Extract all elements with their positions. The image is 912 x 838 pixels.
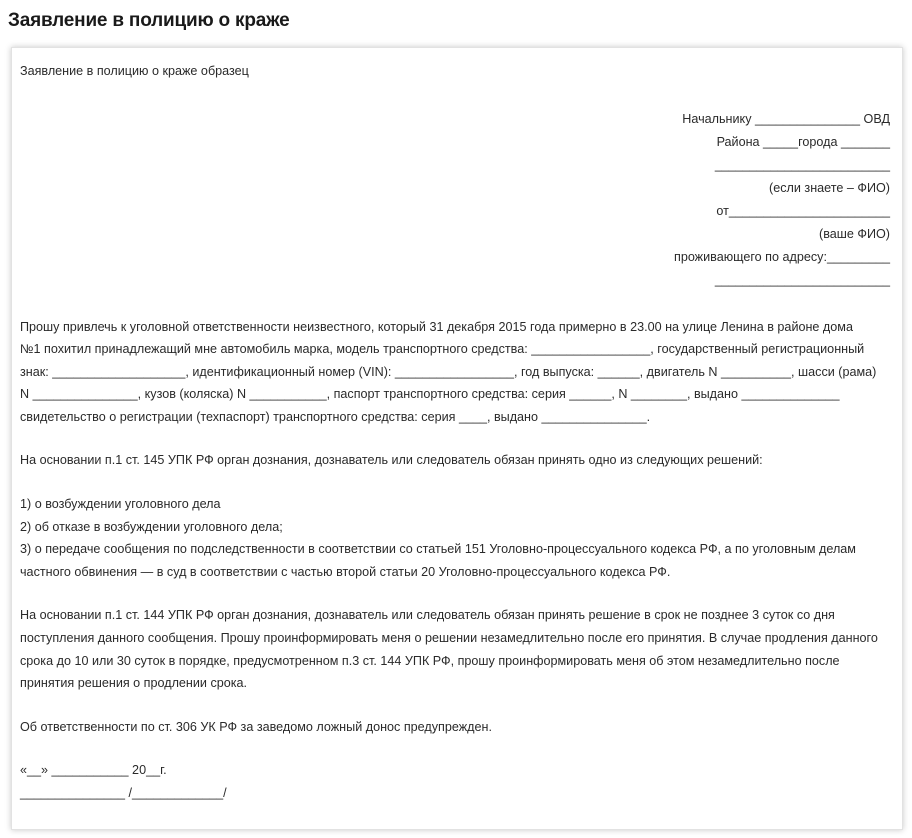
paragraph-line: На основании п.1 ст. 144 УПК РФ орган дознания, дознаватель или следователь обязан принять решение в срок не позднее 3 суток со дня	[20, 608, 835, 623]
header-line: (ваше ФИО)	[819, 226, 890, 241]
document-card	[11, 47, 903, 830]
paragraph-line: принятия решения о продлении срока.	[20, 676, 248, 691]
list-item: 3) о передаче сообщения по подследственности в соответствии со статьей 151 Уголовно-процессуального кодекса РФ, а по уголовным делам	[20, 542, 856, 557]
paragraph-line: знак: ___________________, идентификационный номер (VIN): _________________, год выпуска: ______, двигатель N __________, шасси (рама)	[20, 364, 877, 379]
header-line: _________________________	[714, 272, 890, 287]
list-item: 1) о возбуждении уголовного дела	[20, 497, 221, 512]
paragraph-line: Прошу привлечь к уголовной ответственности неизвестного, который 31 декабря 2015 года примерно в 23.00 на улице Ленина в районе дома	[20, 319, 853, 334]
header-line: _________________________	[714, 157, 890, 172]
header-line: проживающего по адресу:_________	[674, 249, 890, 264]
header-line: Района _____города _______	[716, 134, 890, 149]
paragraph-deadline	[20, 604, 895, 694]
header-line: Начальнику _______________ ОВД	[682, 111, 890, 126]
signature-line: _______________ /_____________/	[20, 786, 227, 800]
statement-body	[20, 316, 895, 805]
paragraph-line: №1 похитил принадлежащий мне автомобиль марка, модель транспортного средства: _________________, государственный регистрационный	[20, 342, 865, 357]
header-line: (если знаете – ФИО)	[769, 180, 890, 195]
paragraph-line: срока до 10 или 30 суток в порядке, предусмотренном п.3 ст. 144 УПК РФ, прошу проинформировать меня об этом незамедлительно после	[20, 653, 840, 668]
document-subtitle: Заявление в полицию о краже образец	[20, 64, 249, 78]
paragraph-line: Об ответственности по ст. 306 УК РФ за заведомо ложный донос предупрежден.	[20, 719, 492, 734]
paragraph-legal-basis	[20, 449, 895, 472]
header-line: от_______________________	[716, 203, 890, 218]
paragraph-liability-warning	[20, 716, 895, 739]
paragraph-line: N _______________, кузов (коляска) N ___________, паспорт транспортного средства: серия ______, N ________, выдано ______________	[20, 387, 840, 402]
signature-block	[20, 759, 895, 804]
paragraph-line: поступления данного сообщения. Прошу проинформировать меня о решении незамедлительно после его принятия. В случае продления данного	[20, 631, 878, 646]
paragraph-theft-details	[20, 316, 895, 429]
paragraph-line: На основании п.1 ст. 145 УПК РФ орган дознания, дознаватель или следователь обязан принять одно из следующих решений:	[20, 453, 763, 468]
list-item: частного обвинения — в суд в соответствии с частью второй статьи 20 Уголовно-процессуального кодекса РФ.	[20, 564, 671, 579]
document-body	[20, 60, 895, 826]
paragraph-decisions-list	[20, 493, 895, 583]
paragraph-line: свидетельство о регистрации (техпаспорт) транспортного средства: серия ____, выдано _______________.	[20, 409, 651, 424]
date-line: «__» ___________ 20__г.	[20, 763, 167, 778]
list-item: 2) об отказе в возбуждении уголовного дела;	[20, 519, 283, 534]
page-title: Заявление в полицию о краже	[8, 10, 290, 31]
addressee-block	[20, 108, 890, 292]
